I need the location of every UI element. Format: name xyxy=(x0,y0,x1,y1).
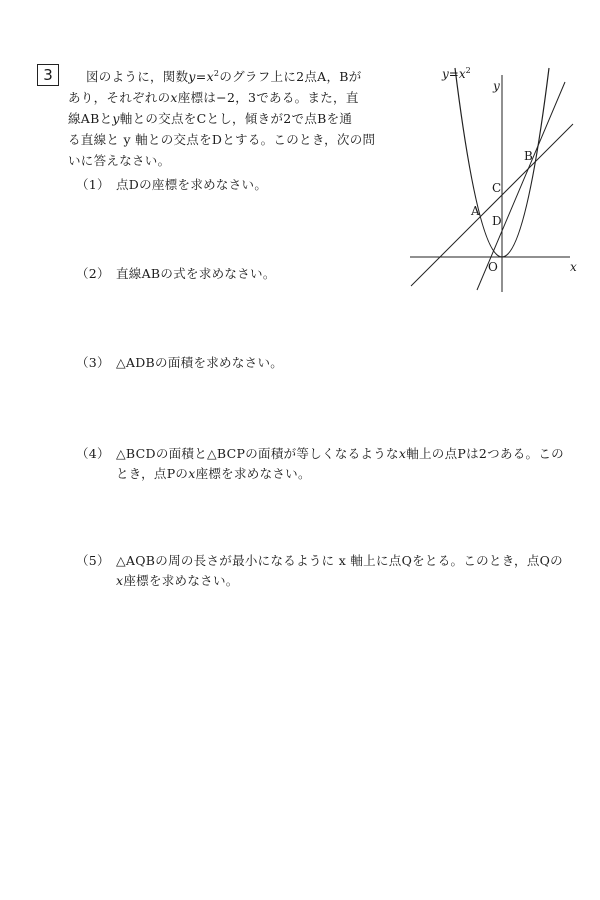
question-number: （5） xyxy=(76,553,110,568)
question-number: （1） xyxy=(76,177,110,192)
question-5-line-1 xyxy=(76,551,563,571)
point-D-label: D xyxy=(492,214,502,228)
y-axis-label: y xyxy=(493,79,500,93)
intro-line-4: る直線と y 軸との交点をDとする。このとき，次の問 xyxy=(68,132,376,147)
math-var: x xyxy=(188,466,196,481)
question-2 xyxy=(76,264,276,284)
intro-line-2 xyxy=(68,87,398,108)
intro-text: 線ABと xyxy=(68,111,113,126)
question-text: 点Dの座標を求めなさい。 xyxy=(116,177,268,192)
question-1 xyxy=(76,175,267,195)
question-number: （2） xyxy=(76,266,110,281)
question-text: 直線ABの式を求めなさい。 xyxy=(116,266,276,281)
intro-text: のグラフ上に2点A，Bが xyxy=(219,69,362,84)
question-number: （3） xyxy=(76,355,110,370)
question-text: 座標を求めなさい。 xyxy=(195,466,311,481)
question-3 xyxy=(76,353,283,373)
intro-text: 図のように，関数 xyxy=(86,69,189,84)
intro-text: あり，それぞれの xyxy=(68,90,171,105)
point-B-label: B xyxy=(524,149,533,163)
intro-line-5: いに答えなさい。 xyxy=(68,153,171,168)
intro-text: 座標は−2，3である。また，直 xyxy=(177,90,359,105)
question-number: （4） xyxy=(76,446,110,461)
math-exponent: 2 xyxy=(213,68,220,78)
origin-label: O xyxy=(488,260,498,274)
parabola-figure xyxy=(405,60,590,295)
intro-text: 軸との交点をCとし，傾きが2で点Bを通 xyxy=(119,111,353,126)
math-var: y xyxy=(188,69,196,84)
intro-line-3 xyxy=(68,108,398,129)
math-var: x xyxy=(170,90,178,105)
problem-number: 3 xyxy=(37,64,59,86)
question-text: 軸上の点Pは2つある。この xyxy=(406,446,564,461)
curve-label: $y=x^2$ xyxy=(442,66,471,81)
math-var: x xyxy=(116,573,124,588)
question-5-line-2 xyxy=(76,571,563,591)
question-text: △BCDの面積と△BCPの面積が等しくなるような xyxy=(116,446,399,461)
math-eq: = xyxy=(195,69,207,84)
problem-intro xyxy=(68,66,398,171)
point-A-label: A xyxy=(471,204,480,218)
math-var: x xyxy=(206,69,214,84)
question-text: 座標を求めなさい。 xyxy=(123,573,239,588)
question-text: とき，点Pの xyxy=(116,466,189,481)
question-4-line-2 xyxy=(76,464,564,484)
line-BD xyxy=(477,82,565,290)
x-axis-label: x xyxy=(570,260,577,274)
question-4 xyxy=(76,444,564,484)
question-text: △AQBの周の長さが最小になるように x 軸上に点Qをとる。このとき，点Qの xyxy=(116,553,563,568)
question-text: △ADBの面積を求めなさい。 xyxy=(116,355,284,370)
math-var: x xyxy=(398,446,407,461)
question-5 xyxy=(76,551,563,591)
intro-line-1 xyxy=(68,66,398,87)
point-C-label: C xyxy=(492,181,502,195)
question-4-line-1 xyxy=(76,444,564,464)
math-var: y xyxy=(112,111,120,126)
